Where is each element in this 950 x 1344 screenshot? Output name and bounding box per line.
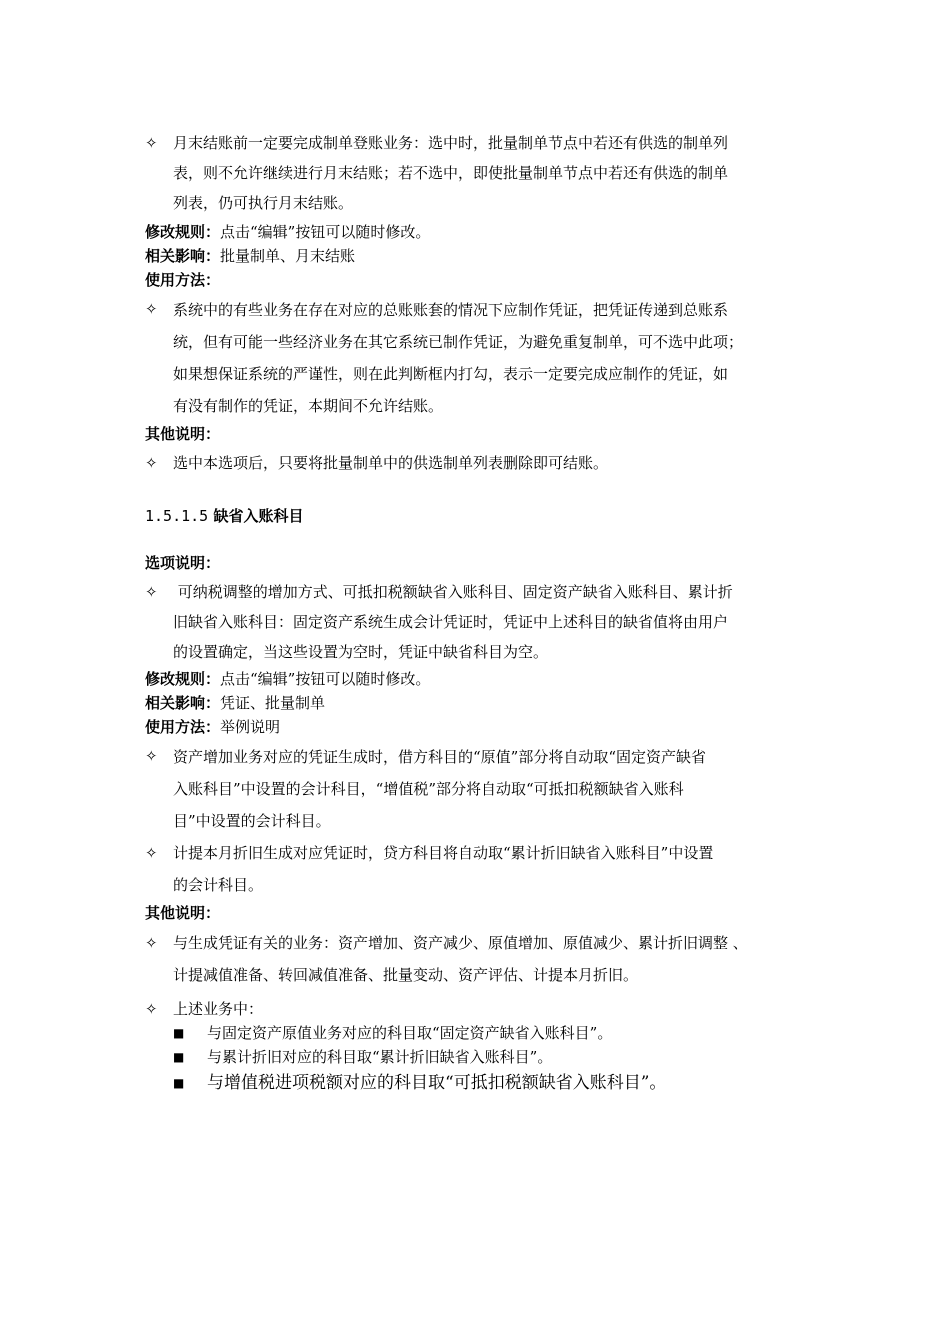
text-line: 入账科目”中设置的会计科目，“增值税”部分将自动取“可抵扣税额缺省入账科 bbox=[173, 780, 684, 798]
text-line: 的会计科目。 bbox=[173, 876, 264, 894]
usage-method bbox=[145, 268, 825, 292]
text-line: 计提本月折旧生成对应凭证时，贷方科目将自动取“累计折旧缺省入账科目”中设置 bbox=[173, 844, 714, 862]
section-title: 缺省入账科目 bbox=[213, 507, 304, 525]
sub-item bbox=[145, 1069, 825, 1097]
text-line: 如果想保证系统的严谨性，则在此判断框内打勾，表示一定要完成应制作的凭证，如 bbox=[173, 365, 729, 383]
section-number: 1.5.1.5 bbox=[145, 507, 209, 525]
block-month-end bbox=[145, 128, 825, 478]
option-description bbox=[145, 551, 825, 575]
usage-method-value: 举例说明 bbox=[220, 718, 281, 736]
modify-rule-value: 点击“编辑”按钮可以随时修改。 bbox=[220, 223, 431, 241]
other-notes-label: 其他说明： bbox=[145, 904, 221, 922]
square-bullet-icon: ■ bbox=[173, 1076, 185, 1090]
bullet-month-end-rule bbox=[145, 128, 825, 218]
related-impact bbox=[145, 244, 825, 268]
modify-rule-value: 点击“编辑”按钮可以随时修改。 bbox=[220, 670, 431, 688]
sub-item-text: 与累计折旧对应的科目取“累计折旧缺省入账科目”。 bbox=[207, 1048, 553, 1066]
related-impact-label: 相关影响： bbox=[145, 694, 221, 712]
text-line: 系统中的有些业务在存在对应的总账账套的情况下应制作凭证，把凭证传递到总账系 bbox=[173, 301, 729, 319]
diamond-bullet-icon: ✧ bbox=[145, 844, 158, 862]
square-bullet-icon: ■ bbox=[173, 1026, 185, 1040]
other-notes-label: 其他说明： bbox=[145, 425, 221, 443]
related-impact bbox=[145, 691, 825, 715]
diamond-bullet-icon: ✧ bbox=[145, 747, 158, 765]
diamond-bullet-icon: ✧ bbox=[145, 1000, 158, 1018]
modify-rule-label: 修改规则： bbox=[145, 223, 221, 241]
text-line: 计提减值准备、转回减值准备、批量变动、资产评估、计提本月折旧。 bbox=[173, 966, 639, 984]
text-line: 资产增加业务对应的凭证生成时，借方科目的“原值”部分将自动取“固定资产缺省 bbox=[173, 748, 707, 766]
option-description-label: 选项说明： bbox=[145, 554, 221, 572]
block-default-accounts bbox=[145, 551, 825, 1097]
other-notes bbox=[145, 422, 825, 446]
other-notes bbox=[145, 901, 825, 925]
related-impact-label: 相关影响： bbox=[145, 247, 221, 265]
diamond-bullet-icon: ✧ bbox=[145, 300, 158, 318]
square-bullet-icon: ■ bbox=[173, 1050, 185, 1064]
bullet-related-business bbox=[145, 927, 825, 991]
diamond-bullet-icon: ✧ bbox=[145, 134, 158, 152]
text-line: 的设置确定，当这些设置为空时，凭证中缺省科目为空。 bbox=[173, 643, 549, 661]
bullet-depreciation bbox=[145, 837, 825, 901]
modify-rule-label: 修改规则： bbox=[145, 670, 221, 688]
modify-rule bbox=[145, 667, 825, 691]
sub-item bbox=[145, 1021, 825, 1045]
text-line: 月末结账前一定要完成制单登账业务：选中时，批量制单节点中若还有供选的制单列 bbox=[173, 134, 729, 152]
sub-item-text: 与固定资产原值业务对应的科目取“固定资产缺省入账科目”。 bbox=[207, 1024, 613, 1042]
bullet-usage-explanation bbox=[145, 294, 825, 422]
text-line: 可纳税调整的增加方式、可抵扣税额缺省入账科目、固定资产缺省入账科目、累计折 bbox=[173, 583, 733, 601]
diamond-bullet-icon: ✧ bbox=[145, 583, 158, 601]
text-line: 有没有制作的凭证，本期间不允许结账。 bbox=[173, 397, 444, 415]
diamond-bullet-icon: ✧ bbox=[145, 454, 158, 472]
modify-rule bbox=[145, 220, 825, 244]
usage-method bbox=[145, 715, 825, 739]
text-line: 列表，仍可执行月末结账。 bbox=[173, 194, 354, 212]
text-line: 选中本选项后，只要将批量制单中的供选制单列表删除即可结账。 bbox=[173, 454, 609, 472]
text-line: 表，则不允许继续进行月末结账；若不选中，即使批量制单节点中若还有供选的制单 bbox=[173, 164, 729, 182]
bullet-above-business bbox=[145, 997, 825, 1021]
usage-method-label: 使用方法： bbox=[145, 271, 221, 289]
bullet-other-note bbox=[145, 448, 825, 478]
sub-item-text: 与增值税进项税额对应的科目取“可抵扣税额缺省入账科目”。 bbox=[207, 1073, 667, 1093]
text-line: 上述业务中： bbox=[173, 1000, 264, 1018]
text-line: 与生成凭证有关的业务：资产增加、资产减少、原值增加、原值减少、累计折旧调整 、 bbox=[173, 934, 748, 952]
related-impact-value: 凭证、批量制单 bbox=[220, 694, 326, 712]
text-line: 统，但有可能一些经济业务在其它系统已制作凭证，为避免重复制单，可不选中此项； bbox=[173, 333, 744, 351]
bullet-asset-increase bbox=[145, 741, 825, 837]
related-impact-value: 批量制单、月末结账 bbox=[220, 247, 356, 265]
diamond-bullet-icon: ✧ bbox=[145, 934, 158, 952]
text-line: 目”中设置的会计科目。 bbox=[173, 812, 331, 830]
sub-item bbox=[145, 1045, 825, 1069]
section-heading bbox=[145, 504, 825, 528]
bullet-option-detail bbox=[145, 577, 825, 667]
text-line: 旧缺省入账科目：固定资产系统生成会计凭证时，凭证中上述科目的缺省值将由用户 bbox=[173, 613, 729, 631]
usage-method-label: 使用方法： bbox=[145, 718, 221, 736]
